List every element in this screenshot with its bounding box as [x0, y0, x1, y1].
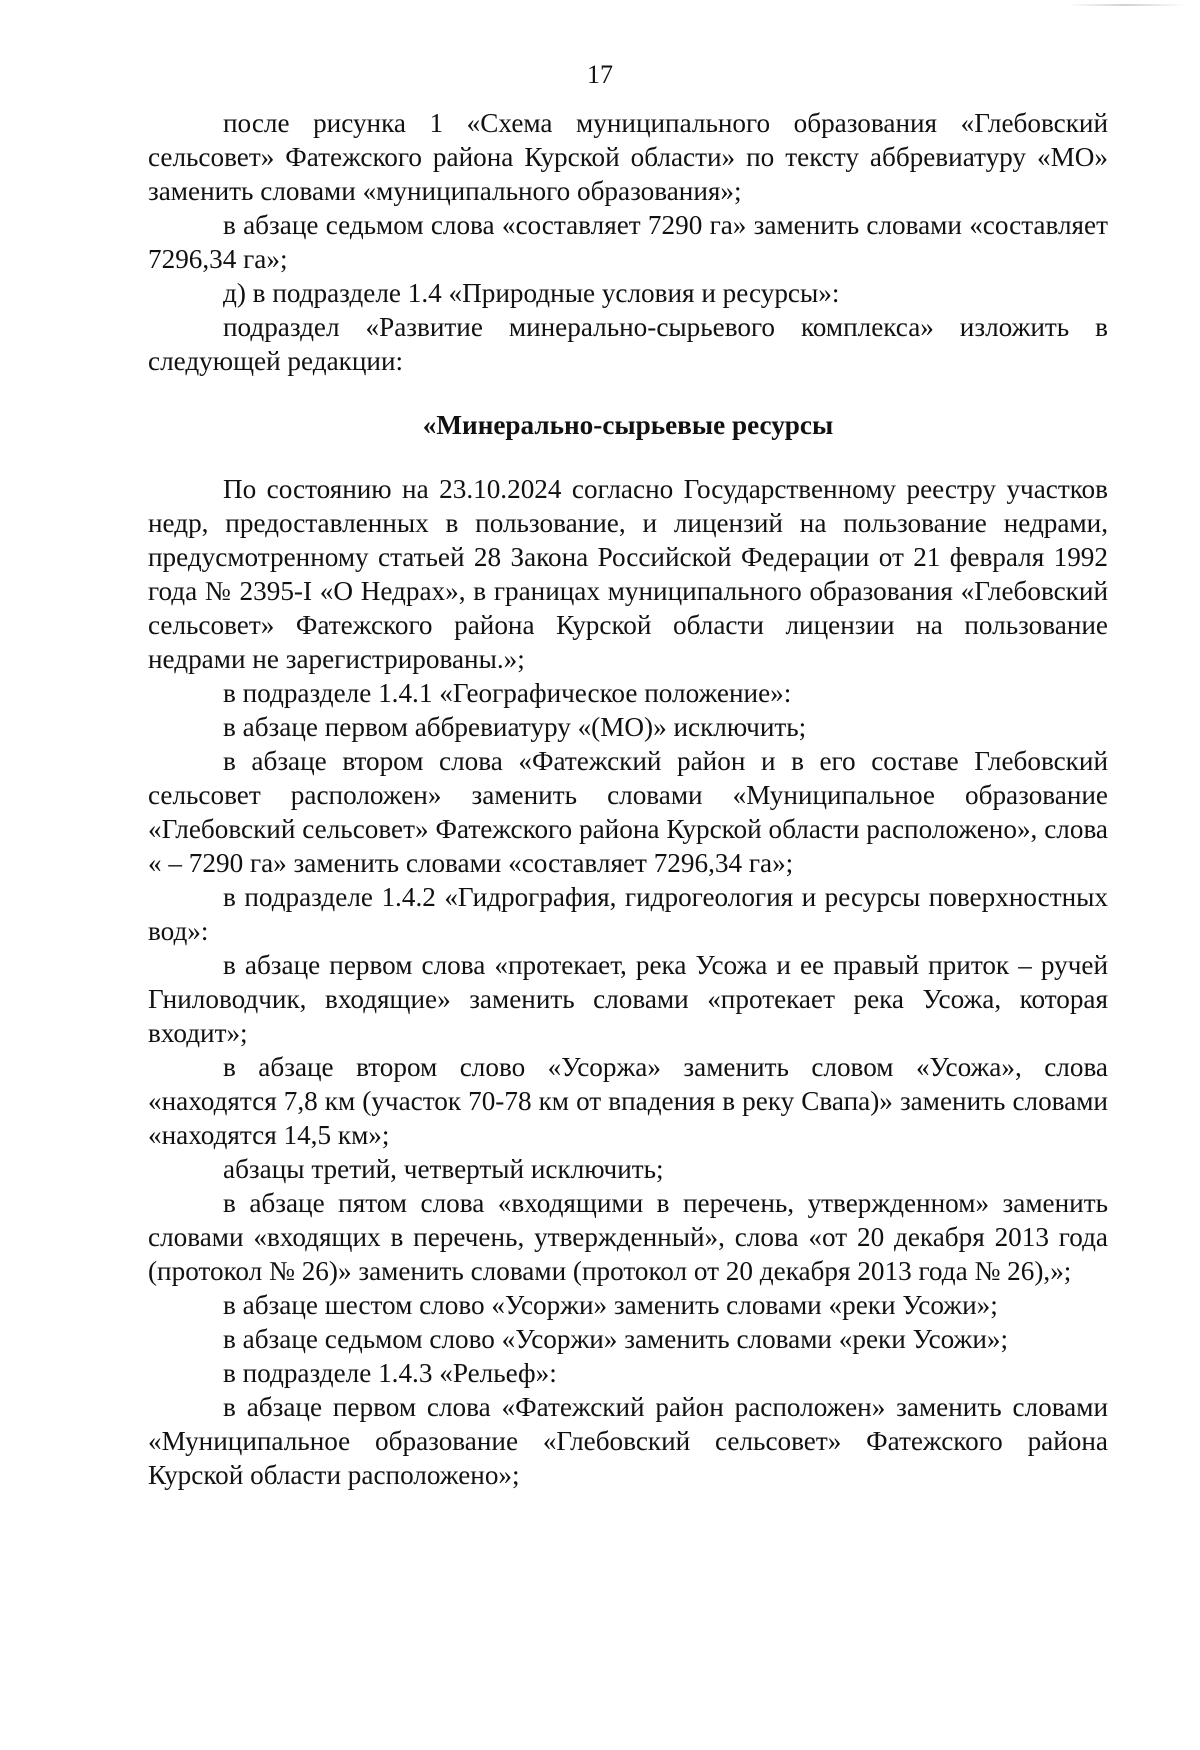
document-body	[148, 106, 1108, 1492]
paragraph-subsection-1-4-3: в подразделе 1.4.3 «Рельеф»:	[223, 1358, 557, 1388]
paragraph-first-abbreviation: в абзаце первом аббревиатуру «(МО)» исключить;	[223, 712, 807, 742]
paragraph-subsection-1-4-1: в подразделе 1.4.1 «Географическое положение»:	[223, 678, 792, 708]
paragraph-second-river: в абзаце втором слово «Усоржа» заменить словом «Усожа», слова «находятся 7,8 км (участок 70-78 км от впадения в реку Свапа)» заменить словами «находятся 14,5 км»;	[148, 1052, 1108, 1150]
paragraph-subsoil-registry: По состоянию на 23.10.2024 согласно Государственному реестру участков недр, предоставленных в пользование, и лицензий на пользование недрами, предусмотренному статьей 28 Закона Российской Федерации от 21 февраля 1992 года № 2395-I «О Недрах», в границах муниципального образования «Глебовский сельсовет» Фатежского района Курской области лицензии на пользование недрами не зарегистрированы.»;	[148, 474, 1108, 674]
paragraph-first-river: в абзаце первом слова «протекает, река Усожа и ее правый приток – ручей Гниловодчик, входящие» заменить словами «протекает река Усожа, которая входит»;	[148, 950, 1108, 1048]
paragraph-figure-abbreviation: после рисунка 1 «Схема муниципального образования «Глебовский сельсовет» Фатежского района Курской области» по тексту аббревиатуру «МО» заменить словами «муниципального образования»;	[148, 108, 1108, 206]
paragraph-second-location: в абзаце втором слова «Фатежский район и в его составе Глебовский сельсовет расположен» заменить словами «Муниципальное образование «Глебовский сельсовет» Фатежского района Курской области расположено», слова « – 7290 га» заменить словами «составляет 7296,34 га»;	[148, 746, 1108, 878]
page-number: 17	[587, 60, 613, 89]
scan-artifact	[1066, 4, 1186, 6]
paragraph-fifth-list: в абзаце пятом слова «входящими в перечень, утвержденном» заменить словами «входящих в перечень, утвержденный», слова «от 20 декабря 2013 года (протокол № 26)» заменить словами (протокол от 20 декабря 2013 года № 26),»;	[148, 1188, 1108, 1286]
paragraph-sixth-river: в абзаце шестом слово «Усоржи» заменить словами «реки Усожи»;	[223, 1290, 998, 1320]
paragraph-seventh-river: в абзаце седьмом слово «Усоржи» заменить словами «реки Усожи»;	[223, 1324, 1009, 1354]
paragraph-seventh-area: в абзаце седьмом слова «составляет 7290 га» заменить словами «составляет 7296,34 га»;	[148, 210, 1108, 274]
paragraph-subsection-1-4: д) в подразделе 1.4 «Природные условия и ресурсы»:	[223, 278, 840, 308]
section-heading: «Минерально-сырьевые ресурсы	[422, 410, 834, 440]
paragraph-relief-first: в абзаце первом слова «Фатежский район расположен» заменить словами «Муниципальное образование «Глебовский сельсовет» Фатежского района Курской области расположено»;	[148, 1392, 1108, 1490]
paragraph-subsection-1-4-2: в подразделе 1.4.2 «Гидрография, гидрогеология и ресурсы поверхностных вод»:	[148, 882, 1108, 946]
paragraph-mineral-complex: подраздел «Развитие минерально-сырьевого комплекса» изложить в следующей редакции:	[148, 312, 1108, 376]
paragraph-delete-third-fourth: абзацы третий, четвертый исключить;	[223, 1154, 664, 1184]
